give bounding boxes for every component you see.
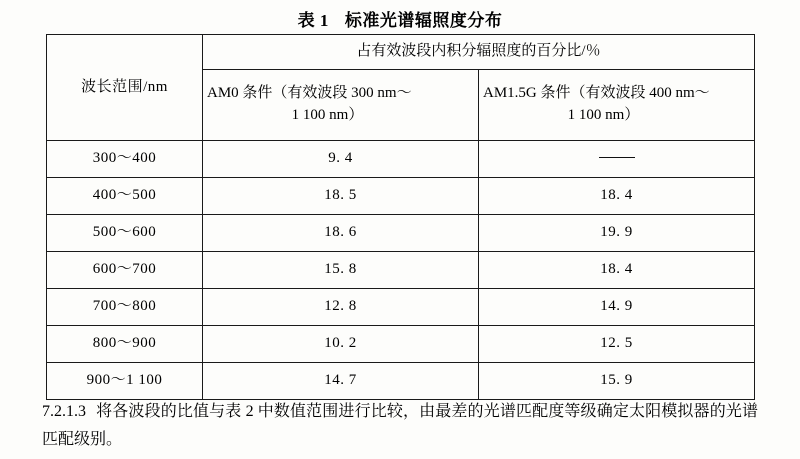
table-row bbox=[47, 141, 755, 178]
header-am15-line2: 1 100 nm） bbox=[567, 107, 640, 123]
em-dash-icon bbox=[599, 157, 635, 158]
spectral-distribution-table bbox=[46, 34, 755, 400]
header-cell-am0 bbox=[203, 70, 479, 141]
cell-wavelength-range: 300～400 bbox=[47, 141, 203, 178]
cell-am0-value: 18. 5 bbox=[203, 178, 479, 215]
table-row bbox=[47, 252, 755, 289]
cell-wavelength-range: 600～700 bbox=[47, 252, 203, 289]
header-cell-wavelength: 波长范围/nm bbox=[47, 35, 203, 141]
header-am0-line2: 1 100 nm） bbox=[291, 107, 364, 123]
header-cell-am15g bbox=[479, 70, 755, 141]
table-row bbox=[47, 289, 755, 326]
cell-am15-value: 12. 5 bbox=[479, 326, 755, 363]
table-caption-number: 表 1 bbox=[297, 11, 329, 30]
cell-am0-value: 10. 2 bbox=[203, 326, 479, 363]
table-caption-title: 标准光谱辐照度分布 bbox=[344, 11, 503, 30]
cell-am15-value: 14. 9 bbox=[479, 289, 755, 326]
cell-am15-value: 15. 9 bbox=[479, 363, 755, 400]
cell-am15-value: 18. 4 bbox=[479, 178, 755, 215]
header-am0-line1: AM0 条件（有效波段 300 nm～ bbox=[207, 85, 412, 102]
cell-am0-value: 14. 7 bbox=[203, 363, 479, 400]
clause-text: 将各波段的比值与表 2 中数值范围进行比较，由最差的光谱匹配度等级确定太阳模拟器的光谱匹配级别。 bbox=[42, 403, 758, 448]
cell-am15-value: 18. 4 bbox=[479, 252, 755, 289]
header-cell-percentage: 占有效波段内积分辐照度的百分比/％ bbox=[203, 35, 755, 70]
cell-am0-value: 9. 4 bbox=[203, 141, 479, 178]
cell-am0-value: 12. 8 bbox=[203, 289, 479, 326]
table-row bbox=[47, 178, 755, 215]
cell-am0-value: 18. 6 bbox=[203, 215, 479, 252]
table-row bbox=[47, 215, 755, 252]
cell-wavelength-range: 700～800 bbox=[47, 289, 203, 326]
table-row bbox=[47, 363, 755, 400]
cell-am15-value: 19. 9 bbox=[479, 215, 755, 252]
table-caption bbox=[0, 6, 800, 31]
clause-paragraph bbox=[42, 398, 758, 453]
table-header-row-1 bbox=[47, 35, 755, 70]
cell-am0-value: 15. 8 bbox=[203, 252, 479, 289]
header-am15-line1: AM1.5G 条件（有效波段 400 nm～ bbox=[483, 85, 710, 102]
cell-wavelength-range: 400～500 bbox=[47, 178, 203, 215]
cell-wavelength-range: 900～1 100 bbox=[47, 363, 203, 400]
clause-number: 7.2.1.3 bbox=[42, 403, 86, 420]
table-row bbox=[47, 326, 755, 363]
cell-wavelength-range: 500～600 bbox=[47, 215, 203, 252]
cell-am15-value-empty bbox=[479, 141, 755, 178]
cell-wavelength-range: 800～900 bbox=[47, 326, 203, 363]
